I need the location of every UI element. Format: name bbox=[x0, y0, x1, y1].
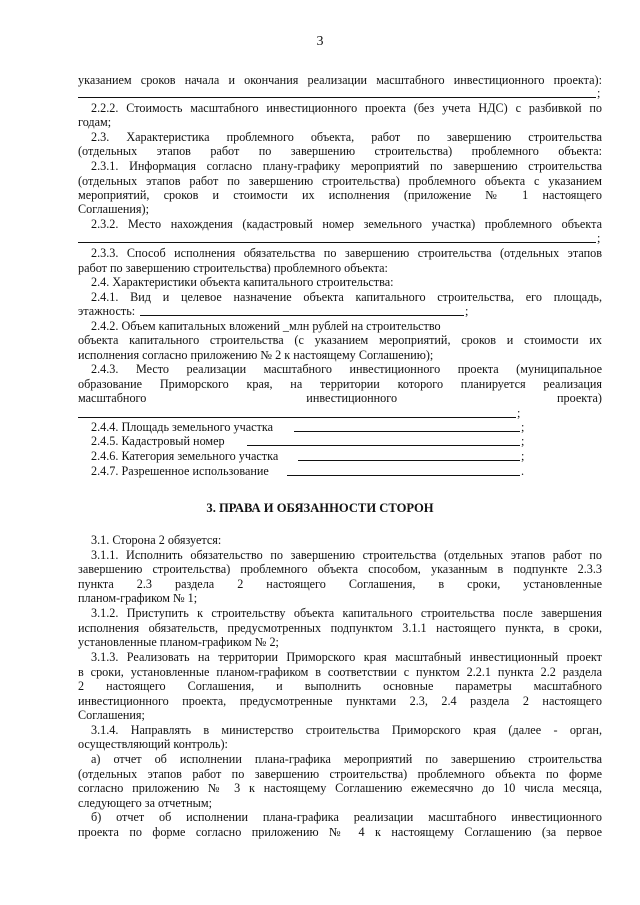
text-line: исполнения обязательств, предусмотренных подпунктом 3.1.1 настоящего пункта, в сроки, bbox=[78, 621, 602, 635]
text-line: 2.3.2. Место нахождения (кадастровый номер земельного участка) проблемного объекта bbox=[91, 217, 602, 231]
blank-underline bbox=[247, 445, 520, 446]
text-line: 2.2.2. Стоимость масштабного инвестиционного проекта (без учета НДС) с разбивкой по bbox=[91, 101, 602, 115]
text-line: указанием сроков начала и окончания реализации масштабного инвестиционного проекта): bbox=[78, 73, 602, 87]
text-line: (отдельных этапов работ по завершению строительства) проблемного объекта: bbox=[78, 144, 602, 158]
text-line: планом-графиком № 1; bbox=[78, 591, 198, 605]
text-line: 2.3.3. Способ исполнения обязательства по завершению строительства (отдельных этапов bbox=[91, 246, 602, 260]
text-line: 2 настоящего Соглашения, и выполнить основные параметры масштабного bbox=[78, 679, 602, 693]
text-line: (отдельных этапов работ по завершению строительства) проблемного объекта с указанием bbox=[78, 174, 602, 188]
line-end-punct: ; bbox=[597, 231, 601, 245]
text-line: Соглашения; bbox=[78, 708, 145, 722]
text-line: осуществляющий контроль): bbox=[78, 737, 228, 751]
text-line: работ по завершению строительства) проблемного объекта: bbox=[78, 261, 388, 275]
text-line: в сроки, установленные планом-графиком в соответствии с пунктом 2.2.1 пункта 2.2 раздела bbox=[78, 665, 602, 679]
text-line: образование Приморского края, на территории которого планируется реализация bbox=[78, 377, 602, 391]
line-end-punct: ; bbox=[597, 86, 601, 100]
text-line: исполнения согласно приложению № 2 к настоящему Соглашению); bbox=[78, 348, 434, 362]
text-line: Соглашения); bbox=[78, 202, 149, 216]
text-line: проекта по форме согласно приложению № 4 к настоящему Соглашению (за первое bbox=[78, 825, 602, 839]
blank-underline bbox=[287, 475, 520, 476]
blank-underline bbox=[140, 315, 464, 316]
text-line: 3.1. Сторона 2 обязуется: bbox=[91, 533, 222, 547]
line-end-punct: ; bbox=[521, 449, 525, 463]
text-line: 3.1.3. Реализовать на территории Приморского края масштабный инвестиционный проект bbox=[91, 650, 602, 664]
blank-underline bbox=[294, 431, 520, 432]
text-line: 2.4.7. Разрешенное использование bbox=[91, 464, 269, 478]
text-line: б) отчет об исполнении плана-графика реализации масштабного инвестиционного bbox=[91, 810, 602, 824]
blank-underline bbox=[78, 97, 596, 98]
text-line: этажность: bbox=[78, 304, 136, 318]
text-line: 3.1.1. Исполнить обязательство по завершению строительства (отдельных этапов работ по bbox=[91, 548, 602, 562]
text-line: 2.4.1. Вид и целевое назначение объекта капитального строительства, его площадь, bbox=[91, 290, 602, 304]
text-line: 2.4. Характеристики объекта капитального строительства: bbox=[91, 275, 394, 289]
text-line: 3.1.2. Приступить к строительству объекта капитального строительства после завершения bbox=[91, 606, 602, 620]
text-line: (отдельных этапов работ по завершению строительства) проблемного объекта по форме bbox=[78, 767, 602, 781]
line-end-punct: ; bbox=[521, 434, 525, 448]
text-line: мероприятий, сроков и стоимости их исполнения (приложение № 1 настоящего bbox=[78, 188, 602, 202]
line-end-punct: ; bbox=[517, 406, 521, 420]
text-line: 2.4.6. Категория земельного участка bbox=[91, 449, 279, 463]
blank-underline bbox=[298, 460, 520, 461]
text-line: 2.4.5. Кадастровый номер bbox=[91, 434, 225, 448]
section-heading: 3. ПРАВА И ОБЯЗАННОСТИ СТОРОН bbox=[206, 501, 434, 515]
blank-underline bbox=[78, 242, 596, 243]
text-line: масштабного инвестиционного проекта) bbox=[78, 391, 602, 405]
text-line: 3.1.4. Направлять в министерство строительства Приморского края (далее - орган, bbox=[91, 723, 602, 737]
text-line: 2.3. Характеристика проблемного объекта, работ по завершению строительства bbox=[91, 130, 602, 144]
line-end-punct: ; bbox=[465, 304, 469, 318]
text-line: инвестиционного проекта, предусмотренные пунктами 2.3, 2.4 раздела 2 настоящего bbox=[78, 694, 602, 708]
line-end-punct: . bbox=[521, 464, 525, 478]
blank-underline bbox=[78, 417, 516, 418]
text-line: следующего за отчетным; bbox=[78, 796, 212, 810]
text-line: годам; bbox=[78, 115, 112, 129]
text-line: а) отчет об исполнении плана-графика мероприятий по завершению строительства bbox=[91, 752, 602, 766]
text-line: 2.4.2. Объем капитальных вложений _млн рублей на строительство bbox=[91, 319, 441, 333]
text-line: 2.3.1. Информация согласно плану-графику мероприятий по завершению строительства bbox=[91, 159, 602, 173]
text-line: объекта капитального строительства (с указанием мероприятий, сроков и стоимости их bbox=[78, 333, 602, 347]
text-line: 2.4.4. Площадь земельного участка bbox=[91, 420, 273, 434]
text-line: пункта 2.3 раздела 2 настоящего Соглашения, в сроки, установленные bbox=[78, 577, 602, 591]
text-line: установленные планом-графиком № 2; bbox=[78, 635, 279, 649]
line-end-punct: ; bbox=[521, 420, 525, 434]
text-line: согласно приложению № 3 к настоящему Соглашению ежемесячно до 10 числа месяца, bbox=[78, 781, 602, 795]
text-line: 2.4.3. Место реализации масштабного инвестиционного проекта (муниципальное bbox=[91, 362, 602, 376]
text-line: завершению строительства) проблемного объекта способом, указанным в подпункте 2.3.3 bbox=[78, 562, 602, 576]
page-number: 3 bbox=[316, 34, 324, 49]
